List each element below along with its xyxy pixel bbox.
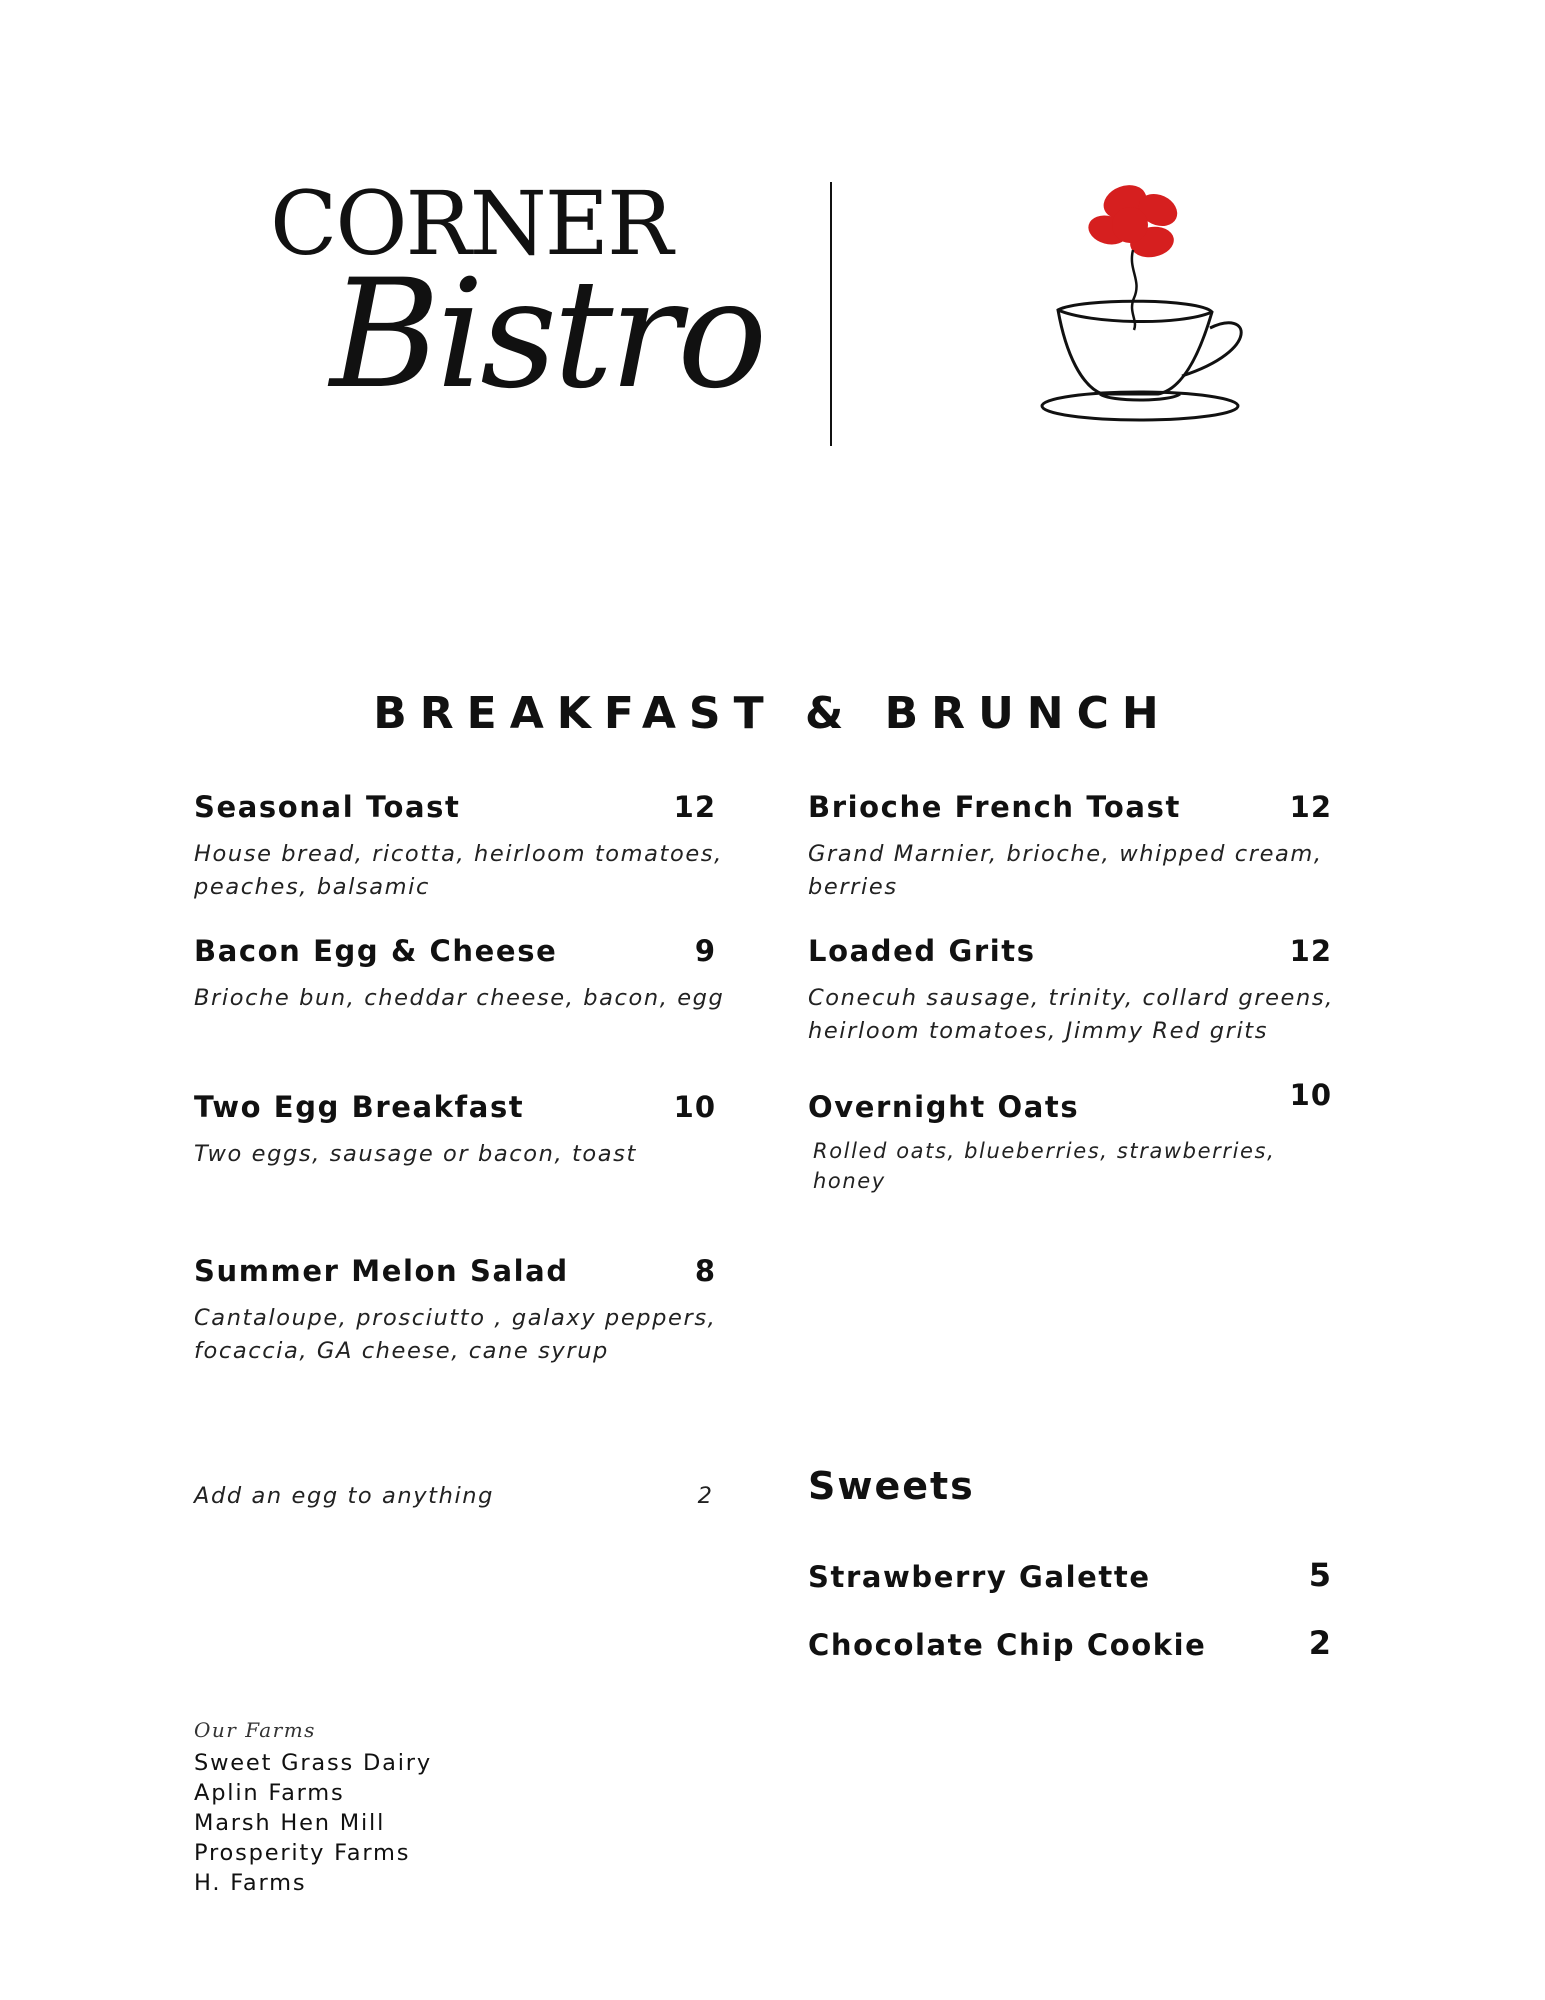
sweets-heading: Sweets — [808, 1464, 975, 1508]
item-desc-line: Rolled oats, blueberries, strawberries, — [813, 1139, 1276, 1163]
item-price: 10 — [673, 1090, 716, 1124]
item-price: 8 — [694, 1254, 716, 1288]
addon-price: 2 — [697, 1483, 712, 1509]
item-desc — [808, 838, 1323, 904]
farm-name: Sweet Grass Dairy — [194, 1750, 432, 1776]
item-desc-line: berries — [808, 874, 898, 900]
item-desc-line: Brioche bun, cheddar cheese, bacon, egg — [194, 985, 725, 1011]
item-desc — [194, 982, 724, 1015]
item-name: Bacon Egg & Cheese — [194, 934, 558, 968]
farm-name: Prosperity Farms — [194, 1840, 411, 1866]
item-desc — [194, 1302, 716, 1368]
item-name: Loaded Grits — [808, 934, 1036, 968]
item-price: 12 — [1289, 790, 1332, 824]
item-name: Summer Melon Salad — [194, 1254, 569, 1288]
item-name: Overnight Oats — [808, 1090, 1080, 1124]
logo-bistro-text: Bistro — [330, 248, 764, 422]
flower-icon — [1085, 180, 1182, 261]
addon-label: Add an egg to anything — [194, 1483, 495, 1509]
sweets-item-price: 5 — [1308, 1556, 1332, 1594]
farms-list — [194, 1748, 432, 1898]
item-price: 12 — [1289, 934, 1332, 968]
item-price: 10 — [1289, 1078, 1332, 1112]
teacup-flower-icon — [1030, 180, 1260, 440]
item-desc-line: House bread, ricotta, heirloom tomatoes, — [194, 841, 723, 867]
farm-name: Aplin Farms — [194, 1780, 345, 1806]
sweets-item-name: Chocolate Chip Cookie — [808, 1628, 1207, 1662]
item-desc-line: heirloom tomatoes, Jimmy Red grits — [808, 1018, 1269, 1044]
item-name: Seasonal Toast — [194, 790, 461, 824]
farm-name: Marsh Hen Mill — [194, 1810, 386, 1836]
item-desc — [194, 838, 723, 904]
logo-corner-text: CORNER — [270, 172, 672, 275]
farm-name: H. Farms — [194, 1870, 307, 1896]
logo-divider — [830, 182, 832, 446]
item-desc-line: Conecuh sausage, trinity, collard greens, — [808, 985, 1334, 1011]
sweets-item-price: 2 — [1308, 1624, 1332, 1662]
item-desc-line: Cantaloupe, prosciutto , galaxy peppers, — [194, 1305, 717, 1331]
item-desc-line: focaccia, GA cheese, cane syrup — [194, 1338, 609, 1364]
section-title: BREAKFAST & BRUNCH — [373, 688, 1172, 739]
item-desc — [808, 982, 1334, 1048]
item-desc-line: Two eggs, sausage or bacon, toast — [194, 1141, 637, 1167]
item-desc-line: Grand Marnier, brioche, whipped cream, — [808, 841, 1323, 867]
item-price: 12 — [673, 790, 716, 824]
item-desc — [813, 1136, 1275, 1196]
item-desc — [194, 1138, 637, 1171]
item-desc-line: honey — [813, 1169, 886, 1193]
item-price: 9 — [694, 934, 716, 968]
farms-label: Our Farms — [194, 1718, 316, 1742]
item-desc-line: peaches, balsamic — [194, 874, 430, 900]
item-name: Brioche French Toast — [808, 790, 1181, 824]
item-name: Two Egg Breakfast — [194, 1090, 525, 1124]
sweets-item-name: Strawberry Galette — [808, 1560, 1151, 1594]
